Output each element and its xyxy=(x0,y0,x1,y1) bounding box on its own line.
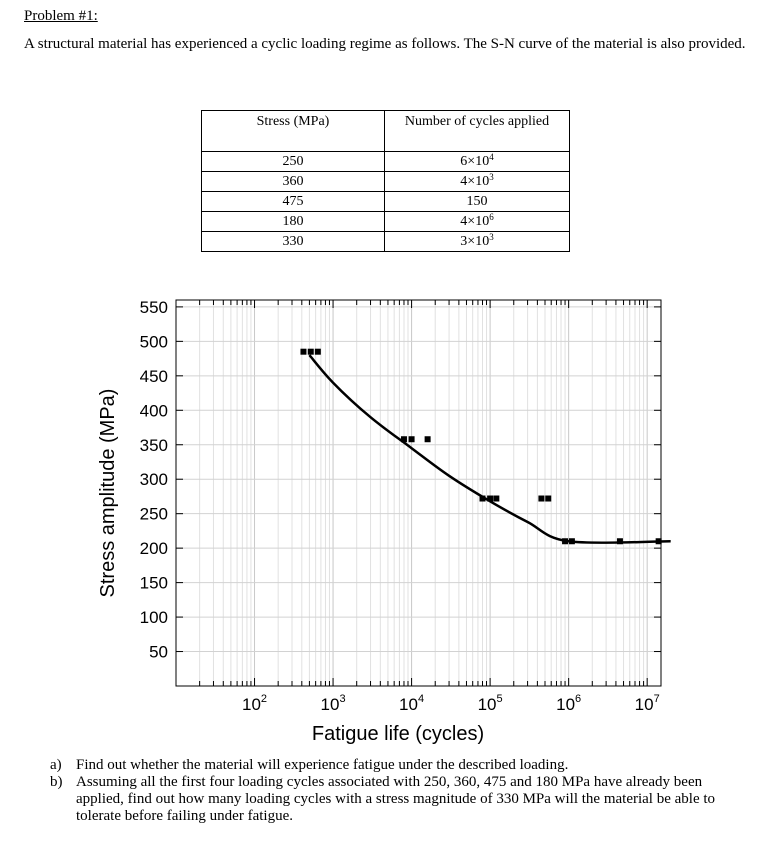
stress-cell: 360 xyxy=(202,172,385,192)
y-tick-label: 50 xyxy=(149,642,168,662)
x-axis-label: Fatigue life (cycles) xyxy=(311,723,485,745)
data-points xyxy=(300,349,661,545)
data-point xyxy=(425,436,431,442)
loading-table-header-row xyxy=(202,111,570,152)
data-point xyxy=(401,436,407,442)
data-point xyxy=(493,496,499,502)
x-tick-label xyxy=(556,693,581,714)
x-tick-base: 10 xyxy=(320,695,340,714)
x-tick-exponent: 7 xyxy=(653,693,660,705)
chart-grid xyxy=(176,300,661,686)
cycles-cell: 150 xyxy=(385,192,570,212)
x-tick-label xyxy=(399,693,424,714)
sn-curve-chart xyxy=(0,290,762,750)
plot-frame xyxy=(176,300,661,686)
y-axis-label: Stress amplitude (MPa) xyxy=(97,388,119,598)
question-b-text: Assuming all the first four loading cycles associated with 250, 360, 475 and 180 MPa have already been applied, find out how many loading cycles with a stress magnitude of 330 MPa will the material be able to tolerate before failing under fatigue. xyxy=(76,774,716,824)
stress-cell: 475 xyxy=(202,192,385,212)
x-tick-labels xyxy=(242,693,660,714)
x-tick-exponent: 5 xyxy=(496,693,503,705)
x-tick-exponent: 3 xyxy=(339,693,346,705)
loading-table xyxy=(201,110,570,252)
x-tick-exponent: 2 xyxy=(260,693,268,705)
data-point xyxy=(545,496,551,502)
y-tick-labels xyxy=(140,298,168,662)
x-tick-label xyxy=(242,693,267,714)
problem-intro: A structural material has experienced a cyclic loading regime as follows. The S-N curve of the material is also provided. xyxy=(24,36,746,52)
table-row xyxy=(202,152,570,172)
cycles-column-header: Number of cycles applied xyxy=(385,111,570,152)
question-b-label: b) xyxy=(50,774,63,790)
y-tick-label: 250 xyxy=(139,504,168,524)
y-tick-label: 400 xyxy=(139,401,168,421)
stress-cell: 180 xyxy=(202,212,385,232)
table-row xyxy=(202,232,570,252)
cycles-cell: $4\times 10^3$ xyxy=(385,172,570,192)
data-point xyxy=(656,538,662,544)
axis-ticks xyxy=(176,300,661,686)
stress-cell: 330 xyxy=(202,232,385,252)
x-tick-base: 10 xyxy=(477,695,497,714)
y-tick-label: 150 xyxy=(139,573,168,593)
data-point xyxy=(562,538,568,544)
stress-cell: 250 xyxy=(202,152,385,172)
data-point xyxy=(617,538,623,544)
cycles-cell: $4\times 10^6$ xyxy=(385,212,570,232)
x-tick-base: 10 xyxy=(634,695,654,714)
y-tick-label: 300 xyxy=(139,470,168,490)
data-point xyxy=(487,496,493,502)
x-tick-base: 10 xyxy=(556,695,576,714)
table-row xyxy=(202,192,570,212)
stress-column-header: Stress (MPa) xyxy=(202,111,385,152)
question-list xyxy=(50,757,750,825)
cycles-cell: $3\times 10^3$ xyxy=(385,232,570,252)
y-tick-label: 450 xyxy=(139,366,168,386)
x-tick-label xyxy=(635,693,660,714)
cycles-cell: $6\times 10^4$ xyxy=(385,152,570,172)
data-point xyxy=(569,538,575,544)
data-point xyxy=(538,496,544,502)
data-point xyxy=(308,349,314,355)
x-tick-label xyxy=(321,693,346,714)
y-tick-label: 550 xyxy=(139,297,168,317)
x-tick-exponent: 4 xyxy=(417,693,425,705)
question-a-text: Find out whether the material will experience fatigue under the described loading. xyxy=(76,757,569,773)
x-tick-label xyxy=(478,693,503,714)
problem-heading: Problem #1: xyxy=(24,8,98,24)
x-tick-base: 10 xyxy=(399,695,418,714)
table-row xyxy=(202,172,570,192)
y-tick-label: 200 xyxy=(139,539,168,559)
question-b xyxy=(50,774,750,825)
data-point xyxy=(480,496,486,502)
table-row xyxy=(202,212,570,232)
data-point xyxy=(300,349,306,355)
question-a-label: a) xyxy=(50,757,62,773)
x-tick-exponent: 6 xyxy=(575,693,582,705)
y-tick-label: 100 xyxy=(139,608,168,628)
question-a xyxy=(50,757,750,774)
y-tick-label: 500 xyxy=(139,332,168,352)
data-point xyxy=(315,349,321,355)
y-tick-label: 350 xyxy=(139,435,168,455)
x-tick-base: 10 xyxy=(242,695,261,714)
data-point xyxy=(409,436,415,442)
